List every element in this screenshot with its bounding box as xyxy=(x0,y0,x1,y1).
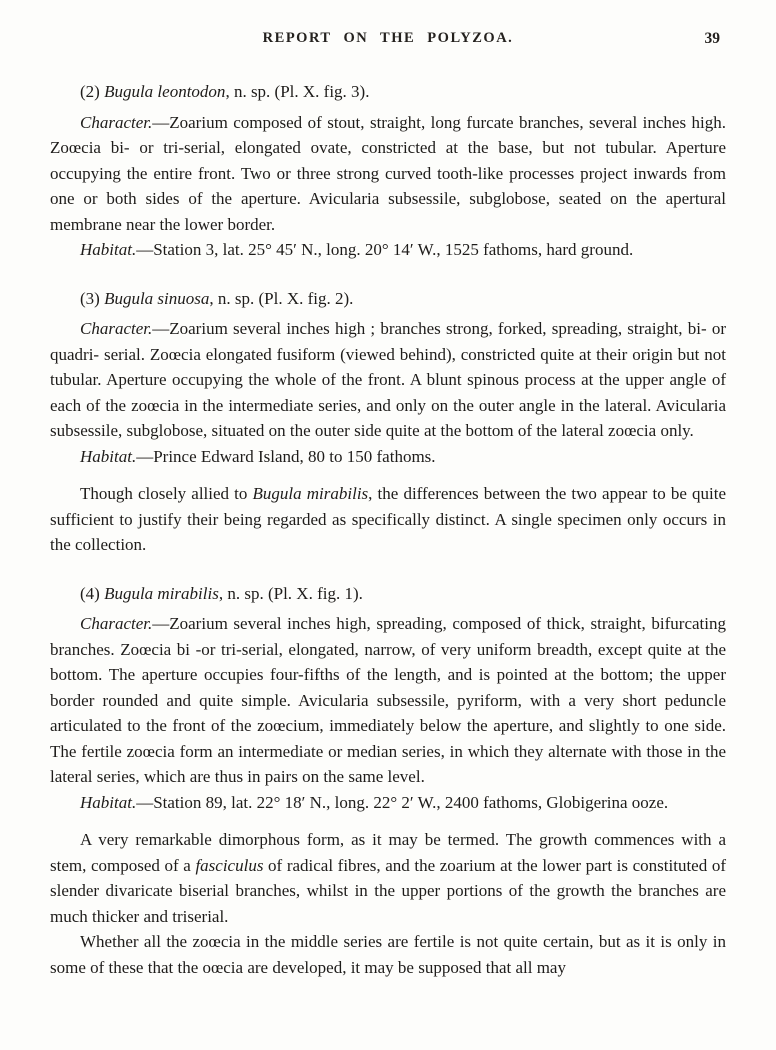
species-heading xyxy=(50,286,726,312)
text-segment: (3) xyxy=(80,288,105,308)
italic-text: Bugula sinuosa xyxy=(104,288,210,308)
species-heading xyxy=(50,581,726,607)
text-segment: Whether all the zoœcia in the middle series are fertile is not quite certain, but as it is only in some of these that the oœcia are developed, it may be supposed that all may xyxy=(50,932,726,977)
paragraph xyxy=(50,481,726,558)
italic-text: Character. xyxy=(80,614,153,633)
text-segment: —Prince Edward Island, 80 to 150 fathoms. xyxy=(136,446,436,466)
italic-text: Bugula leontodon xyxy=(104,82,226,101)
text-segment: —Station 89, lat. 22° 18′ N., long. 22° 2′ W., 2400 fathoms, Globigerina ooze. xyxy=(136,792,669,812)
italic-text: Habitat. xyxy=(80,792,137,812)
paragraph xyxy=(50,611,726,790)
text-segment: (2) xyxy=(80,82,105,101)
text-segment: , n. sp. (Pl. X. fig. 1). xyxy=(218,583,363,603)
text-segment: , n. sp. (Pl. X. fig. 2). xyxy=(209,288,354,308)
text-segment: —Zoarium several inches high, spreading, composed of thick, straight, bifurcating branches. Zoœcia bi -or tri-serial, elongated, narrow, of very uniform breadth, except quite at the bottom. The aperture occupies four-fifths of the length, and is pointed at the bottom; the upper border rounded and quite simple. Avicularia subsessile, pyriform, with a very short peduncle articulated to the front of the zoœcium, immediately below the aperture, and slightly to one side. The fertile zoœcia form an intermediate or median series, in which they alternate with those in the lateral series, which are thus in pairs on the same level. xyxy=(50,614,726,786)
paragraph xyxy=(50,929,726,980)
species-heading xyxy=(50,79,726,105)
page-header xyxy=(50,30,726,56)
text-segment: , the differences between the two appear to be quite sufficient to justify their being regarded as specifically distinct. A single specimen only occurs in the collection. xyxy=(50,484,726,554)
italic-text: Character. xyxy=(80,112,153,132)
paragraph xyxy=(50,237,726,263)
text-segment: —Zoarium several inches high ; branches strong, forked, spreading, straight, bi- or quadri- serial. Zoœcia elongated fusiform (viewed behind), constricted quite at their origin but not tubular. Aperture occupying the whole of the front. A blunt spinous process at the upper angle of each of the zoœcia in the intermediate series, and only on the outer angle in the lateral. Avicularia subsessile, subglobose, situated on the outer side quite at the bottom of the lateral zoœcia only. xyxy=(50,319,726,440)
text-segment: A very remarkable dimorphous form, as it may be termed. The growth commences with a stem, composed of a xyxy=(50,830,726,875)
text-segment: , n. sp. (Pl. X. fig. 3). xyxy=(225,82,370,101)
paragraph xyxy=(50,444,726,470)
running-title: REPORT ON THE POLYZOA. xyxy=(262,30,514,46)
text-segment: —Station 3, lat. 25° 45′ N., long. 20° 14′ W., 1525 fathoms, hard ground. xyxy=(136,240,634,259)
paragraph xyxy=(50,316,726,444)
text-body xyxy=(50,79,726,980)
text-segment: of radical fibres, and the zoarium at the lower part is constituted of slender divaricate biserial branches, whilst in the upper portions of the growth the branches are much thicker and triserial. xyxy=(50,855,726,926)
italic-text: fasciculus xyxy=(195,855,264,875)
page-number: 39 xyxy=(704,30,720,47)
paragraph xyxy=(50,110,726,238)
text-segment: Though closely allied to xyxy=(80,484,253,503)
paragraph xyxy=(50,827,726,929)
italic-text: Bugula mirabilis xyxy=(104,583,219,603)
italic-text: Habitat. xyxy=(80,446,137,466)
text-segment: —Zoarium composed of stout, straight, long furcate branches, several inches high. Zoœcia bi- or tri-serial, elongated ovate, constricted at the base, but not tubular. Aperture occupying the entire front. Two or three strong curved tooth-like processes project inwards from one or both sides of the aperture. Avicularia subsessile, subglobose, seated on the apertural membrane near the lower border. xyxy=(50,112,726,234)
paragraph xyxy=(50,790,726,816)
italic-text: Character. xyxy=(80,319,153,338)
italic-text: Bugula mirabilis xyxy=(252,484,369,503)
italic-text: Habitat. xyxy=(80,240,137,259)
text-segment: (4) xyxy=(80,583,105,603)
